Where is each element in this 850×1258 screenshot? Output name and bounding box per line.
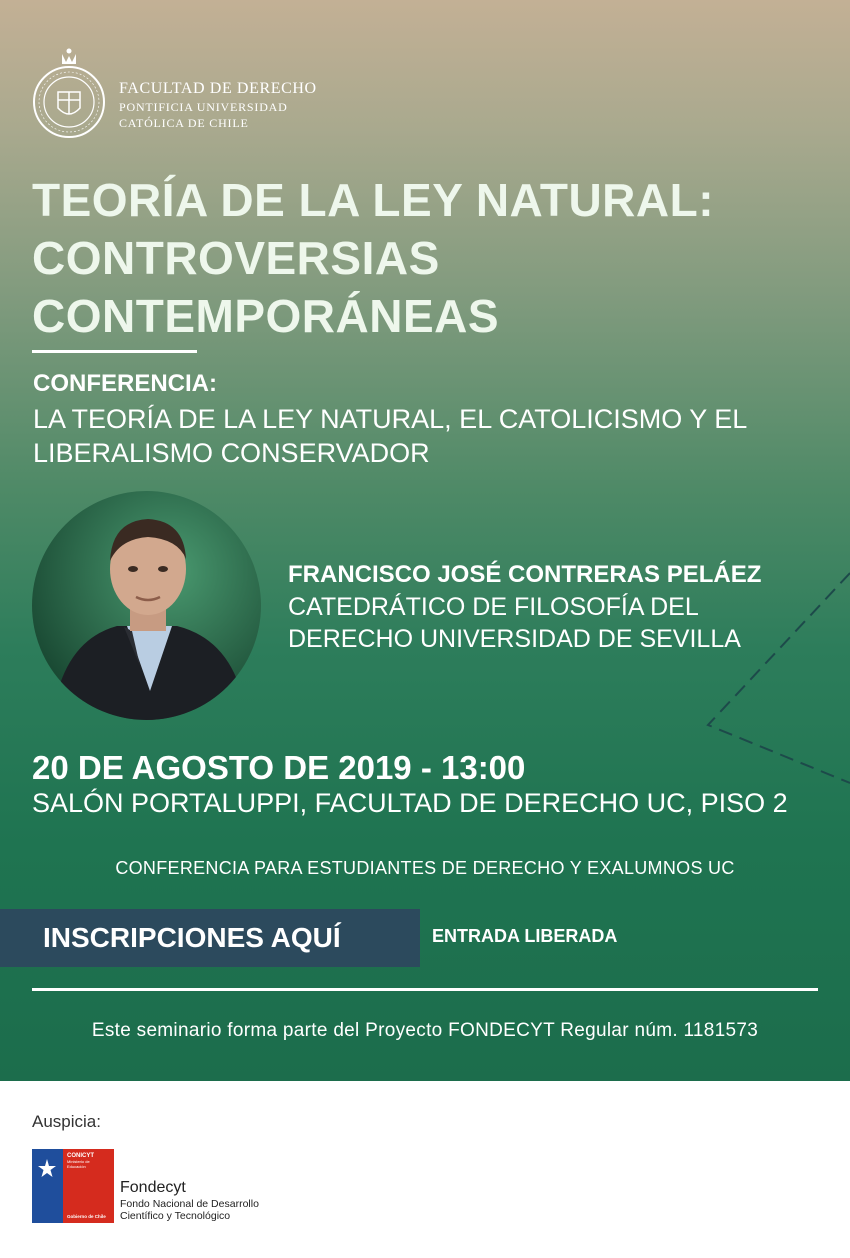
event-title — [32, 171, 822, 345]
event-date-time: 20 DE AGOSTO DE 2019 - 13:00 — [32, 749, 526, 786]
title-line-3: CONTEMPORÁNEAS — [32, 290, 500, 342]
fondecyt-subtitle-line-2: Científico y Tecnológico — [120, 1210, 231, 1222]
decorative-dashed-lines — [690, 545, 850, 785]
faculty-name: FACULTAD DE DERECHO — [119, 80, 317, 97]
register-button[interactable]: INSCRIPCIONES AQUÍ — [0, 909, 420, 967]
speaker-role-line-2: DERECHO UNIVERSIDAD DE SEVILLA — [288, 625, 741, 653]
title-line-2: CONTROVERSIAS — [32, 232, 440, 284]
conicyt-text: CONICYT — [67, 1153, 94, 1159]
title-line-1: TEORÍA DE LA LEY NATURAL: — [32, 174, 715, 226]
university-seal-icon — [32, 44, 107, 144]
gobierno-text: Gobierno de Chile — [67, 1214, 106, 1219]
speaker-role-line-1: CATEDRÁTICO DE FILOSOFÍA DEL — [288, 593, 699, 621]
speaker-photo — [32, 491, 261, 720]
free-entry-label: ENTRADA LIBERADA — [432, 926, 618, 946]
title-divider — [32, 350, 197, 353]
speaker-name: FRANCISCO JOSÉ CONTRERAS PELÁEZ — [288, 561, 762, 588]
conference-topic — [33, 402, 833, 470]
conference-topic-line-2: LIBERALISMO CONSERVADOR — [33, 438, 430, 468]
conference-heading: CONFERENCIA: — [33, 370, 217, 397]
event-audience: CONFERENCIA PARA ESTUDIANTES DE DERECHO Y EXALUMNOS UC — [115, 858, 735, 878]
fondecyt-name: Fondecyt — [120, 1179, 186, 1196]
faculty-wordmark — [119, 81, 317, 129]
university-name-line1: PONTIFICIA UNIVERSIDAD — [119, 100, 288, 114]
speaker-role — [288, 591, 741, 655]
conference-topic-line-1: LA TEORÍA DE LA LEY NATURAL, EL CATOLICISMO Y EL — [33, 404, 748, 434]
event-place: SALÓN PORTALUPPI, FACULTAD DE DERECHO UC, PISO 2 — [32, 788, 788, 818]
fondecyt-logo — [32, 1149, 272, 1225]
ministry-text-line1: Ministerio de — [67, 1159, 90, 1164]
fondecyt-project-note: Este seminario forma parte del Proyecto FONDECYT Regular núm. 1181573 — [91, 1020, 759, 1041]
fondecyt-subtitle — [120, 1198, 259, 1222]
sponsor-label: Auspicia: — [32, 1112, 101, 1131]
ministry-text-line2: Educación — [67, 1164, 86, 1169]
fondecyt-subtitle-line-1: Fondo Nacional de Desarrollo — [120, 1198, 259, 1210]
university-name-line2: CATÓLICA DE CHILE — [119, 116, 249, 130]
footer-divider — [32, 988, 818, 991]
chile-government-logo-icon — [32, 1149, 114, 1223]
